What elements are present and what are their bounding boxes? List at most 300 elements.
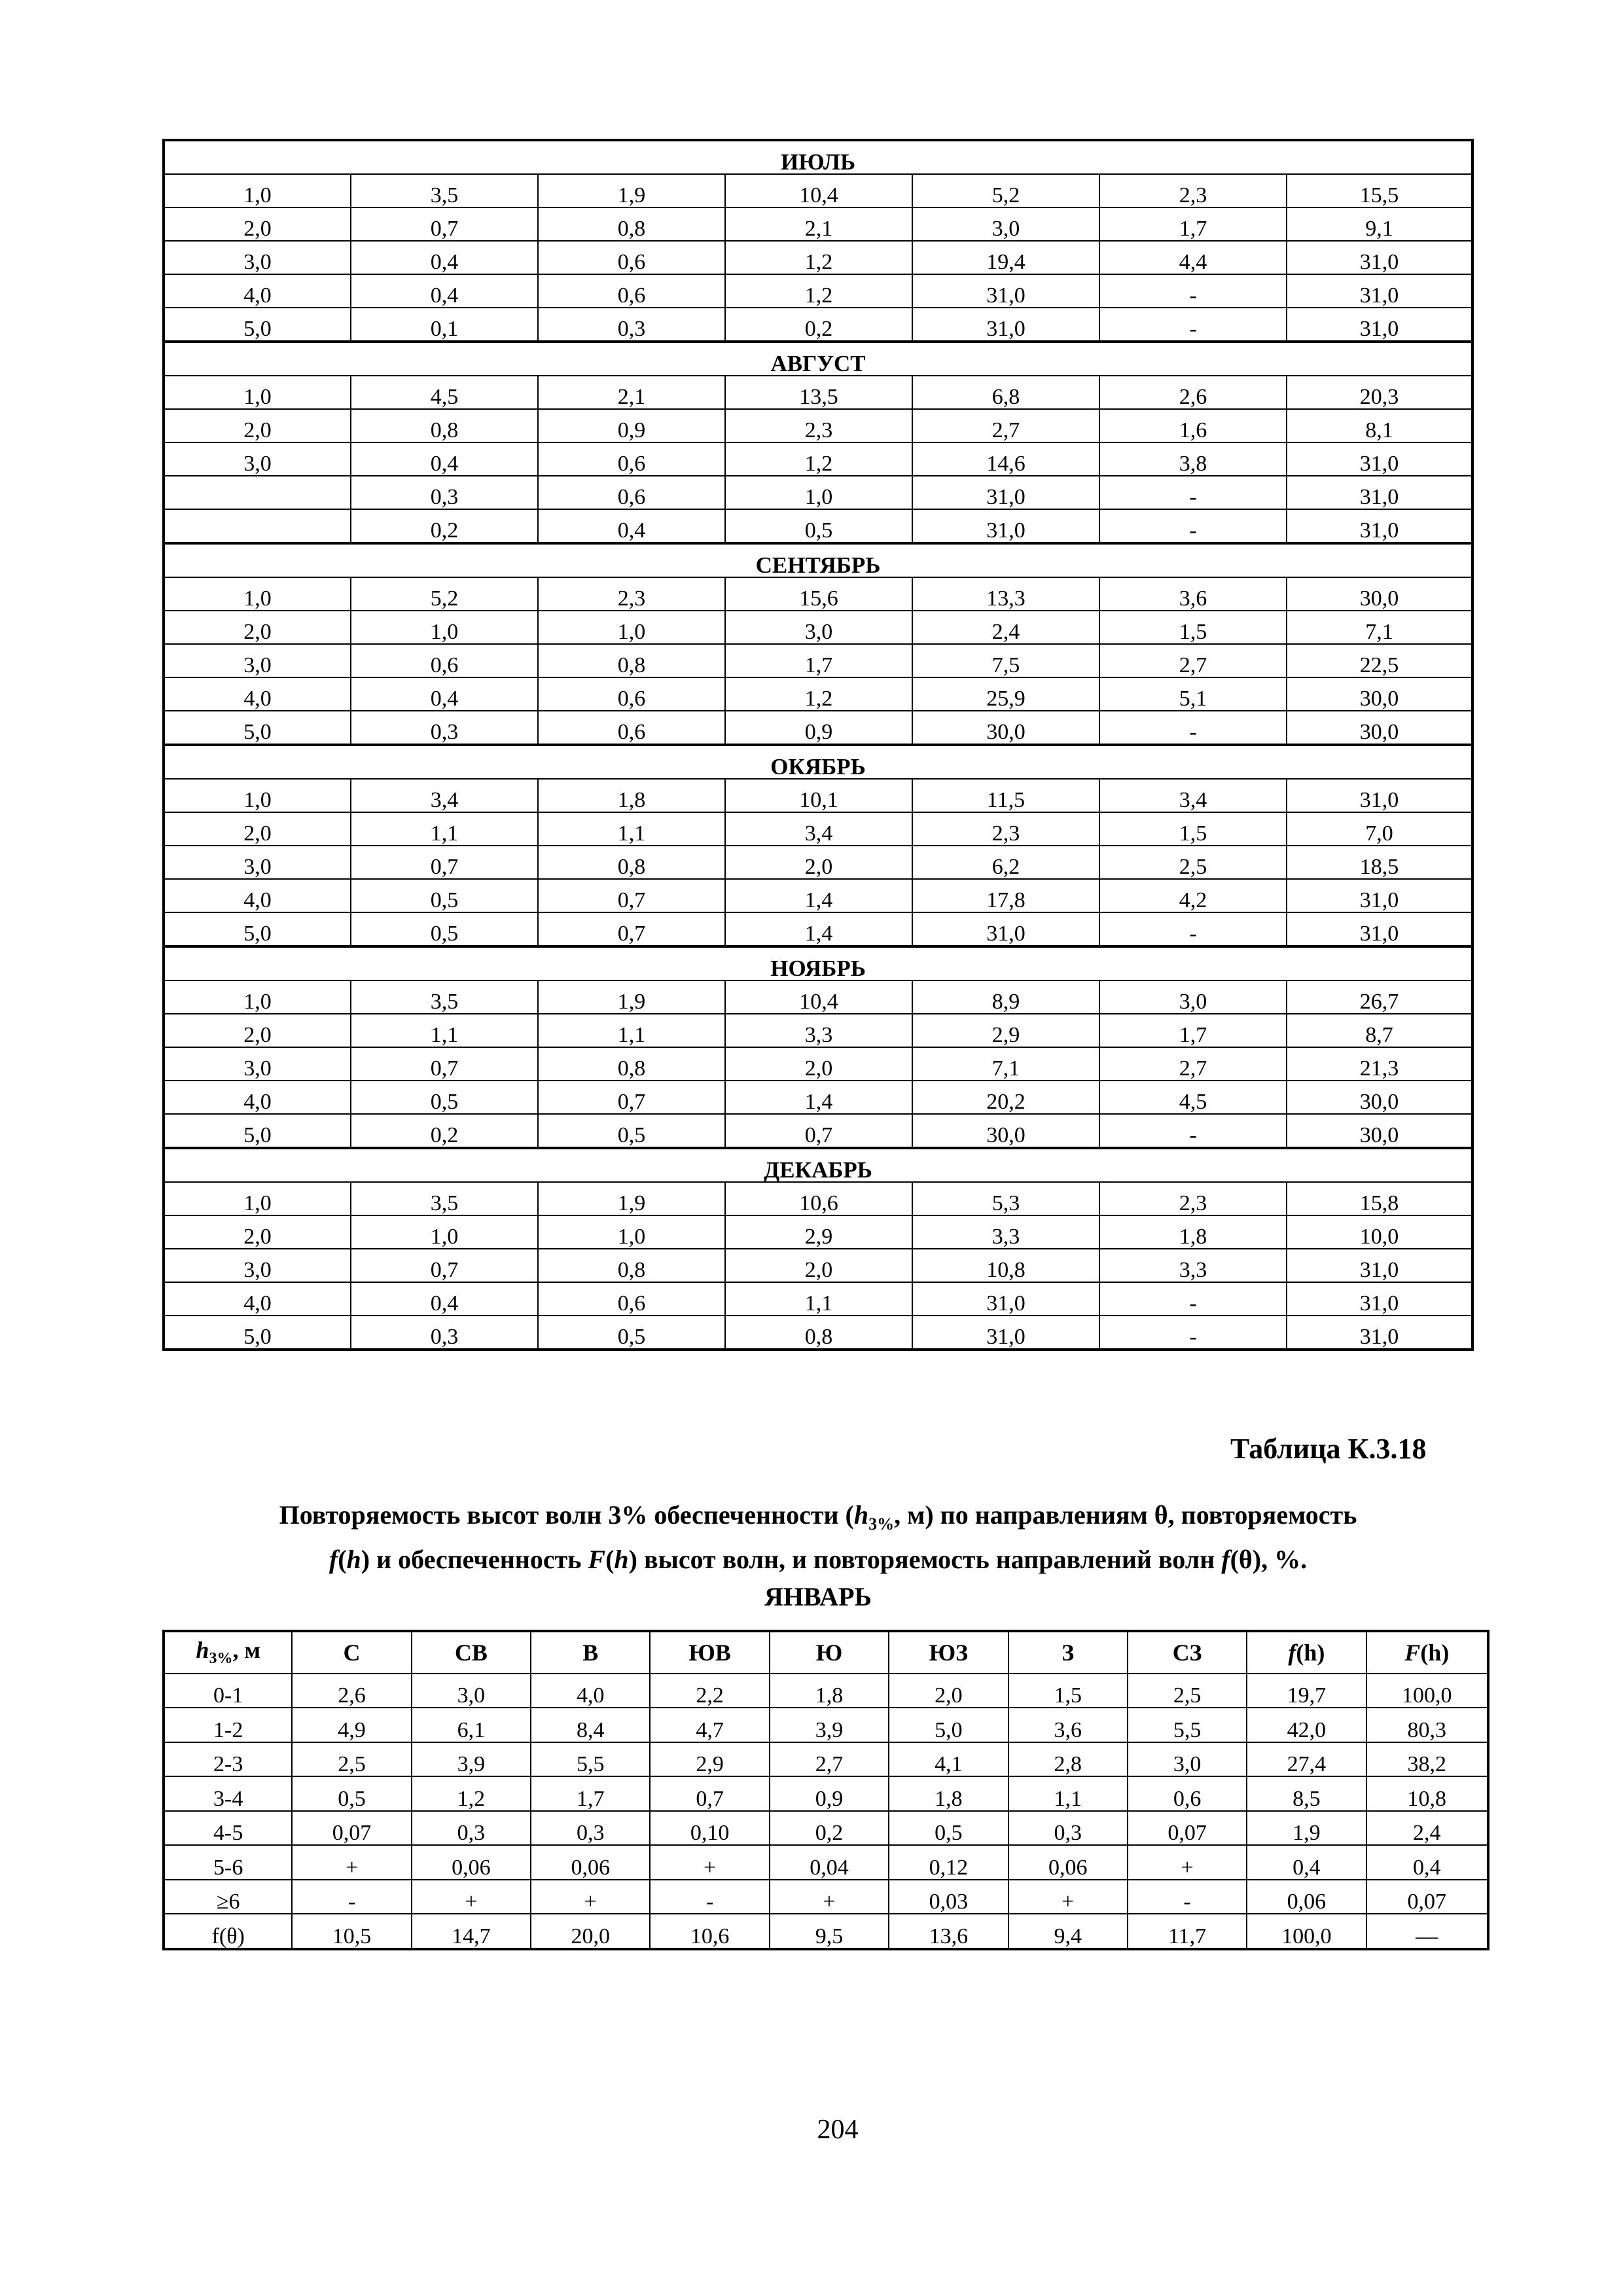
table-cell: 0,4: [351, 677, 538, 711]
table-cell: 0,06: [412, 1845, 531, 1879]
table-cell: 0,9: [538, 409, 725, 442]
table-cell: 2,3: [1099, 174, 1287, 207]
table-cell: 2,7: [912, 409, 1099, 442]
table-cell: 0,6: [538, 711, 725, 745]
table-cell: 0,5: [351, 912, 538, 946]
table-cell: 13,3: [912, 577, 1099, 611]
table-cell: 0,06: [1008, 1845, 1128, 1879]
table-cell: 1,9: [538, 174, 725, 207]
table-cell: 5,0: [164, 1316, 351, 1350]
month-name: АВГУСТ: [164, 342, 1472, 376]
table-cell: 2,0: [164, 812, 351, 846]
month-header-row: [164, 745, 1472, 779]
table-cell: 30,0: [912, 711, 1099, 745]
table-cell: +: [650, 1845, 769, 1879]
table-cell: 1,6: [1099, 409, 1287, 442]
table-cell: 3,3: [912, 1215, 1099, 1249]
table-cell: 5,1: [1099, 677, 1287, 711]
table-cell: 5,2: [351, 577, 538, 611]
table-cell: 1,5: [1099, 812, 1287, 846]
table-cell: 4,0: [531, 1674, 650, 1708]
table-row: [164, 1182, 1472, 1215]
table-cell: 1,0: [351, 1215, 538, 1249]
table-row: [164, 308, 1472, 342]
table-cell: 7,5: [912, 644, 1099, 677]
table-row: [164, 1880, 1488, 1914]
table-cell: 0,3: [351, 711, 538, 745]
month-header-row: [164, 1148, 1472, 1182]
table-cell: 2,5: [1099, 846, 1287, 879]
table-cell: 100,0: [1247, 1914, 1366, 1949]
table-cell: 0,04: [770, 1845, 889, 1879]
table-cell: 0,2: [770, 1811, 889, 1845]
table-cell: 13,6: [889, 1914, 1008, 1949]
table-cell: 9,5: [770, 1914, 889, 1949]
table-cell: 2,3: [725, 409, 912, 442]
table-row: [164, 1014, 1472, 1047]
table-cell: 4,7: [650, 1708, 769, 1742]
table-header-row: [164, 1631, 1488, 1674]
monthly-wave-table: [162, 139, 1474, 1351]
table-cell: +: [412, 1880, 531, 1914]
table-row: [164, 812, 1472, 846]
table-cell: 1,8: [538, 779, 725, 812]
table-cell: 4,5: [1099, 1081, 1287, 1114]
table-cell: [164, 476, 351, 509]
table-caption: [157, 1498, 1479, 1577]
table-cell: 0,6: [1128, 1776, 1247, 1810]
table-row: [164, 846, 1472, 879]
table-cell: 1,1: [725, 1282, 912, 1316]
table-cell: 2,1: [538, 376, 725, 409]
table-cell: 0,9: [770, 1776, 889, 1810]
table-cell: 5,5: [1128, 1708, 1247, 1742]
table-cell: 1,0: [164, 577, 351, 611]
table-cell: 2,0: [164, 1215, 351, 1249]
table-cell: 4,4: [1099, 241, 1287, 274]
table-cell: 20,3: [1287, 376, 1472, 409]
table-cell: 5,0: [164, 1114, 351, 1148]
table-cell: 0,7: [351, 1249, 538, 1282]
table-cell: 3,5: [351, 980, 538, 1014]
table-cell: 15,5: [1287, 174, 1472, 207]
table-cell: 31,0: [912, 476, 1099, 509]
table-cell: 5,3: [912, 1182, 1099, 1215]
table-cell: 0,6: [538, 476, 725, 509]
table-cell: 2,7: [770, 1742, 889, 1776]
table-cell: 6,8: [912, 376, 1099, 409]
table-cell: 3,0: [164, 442, 351, 476]
row-label: f(θ): [164, 1914, 292, 1949]
table-row: [164, 1047, 1472, 1081]
table-cell: 10,4: [725, 980, 912, 1014]
table-cell: 31,0: [912, 912, 1099, 946]
table-cell: 1,7: [1099, 207, 1287, 241]
month-header-row: [164, 946, 1472, 980]
header-direction: ЮВ: [650, 1631, 769, 1674]
table-cell: 1,2: [725, 241, 912, 274]
table-row: [164, 779, 1472, 812]
table-row: [164, 644, 1472, 677]
table-cell: 1,0: [164, 376, 351, 409]
month-header-row: [164, 543, 1472, 577]
table-cell: 31,0: [1287, 879, 1472, 912]
table-cell: 4,1: [889, 1742, 1008, 1776]
table-cell: 0,8: [351, 409, 538, 442]
table-cell: 0,7: [538, 1081, 725, 1114]
table-cell: 0,6: [538, 274, 725, 308]
table-cell: 0,4: [351, 1282, 538, 1316]
table-cell: 10,8: [1366, 1776, 1488, 1810]
table-cell: 18,5: [1287, 846, 1472, 879]
table-cell: 0,4: [538, 509, 725, 543]
table-cell: 31,0: [912, 509, 1099, 543]
table-cell: 0,5: [538, 1316, 725, 1350]
table-cell: 0,2: [351, 509, 538, 543]
header-direction: СВ: [412, 1631, 531, 1674]
table-cell: 0,6: [538, 677, 725, 711]
table-cell: 5,2: [912, 174, 1099, 207]
month-name: НОЯБРЬ: [164, 946, 1472, 980]
table-cell: 8,7: [1287, 1014, 1472, 1047]
table-row: [164, 1708, 1488, 1742]
table-row: [164, 1114, 1472, 1148]
table-cell: 31,0: [1287, 308, 1472, 342]
table-cell: 1,2: [725, 677, 912, 711]
table-cell: 3,8: [1099, 442, 1287, 476]
table-cell: 1,7: [725, 644, 912, 677]
table-cell: -: [650, 1880, 769, 1914]
table-cell: 2,3: [538, 577, 725, 611]
table-cell: +: [1008, 1880, 1128, 1914]
table-cell: 2,0: [164, 611, 351, 644]
table-cell: 10,8: [912, 1249, 1099, 1282]
table-cell: 10,0: [1287, 1215, 1472, 1249]
table-cell: 0,03: [889, 1880, 1008, 1914]
table-cell: 0,6: [538, 442, 725, 476]
table-cell: 31,0: [1287, 779, 1472, 812]
table-cell: 1,0: [164, 980, 351, 1014]
table-cell: 8,1: [1287, 409, 1472, 442]
table-cell: 2,0: [725, 1047, 912, 1081]
table-cell: 1,8: [889, 1776, 1008, 1810]
table-cell: 1,9: [1247, 1811, 1366, 1845]
table-cell: 6,2: [912, 846, 1099, 879]
table-cell: 14,6: [912, 442, 1099, 476]
table-cell: 3,0: [725, 611, 912, 644]
table-cell: 3,5: [351, 174, 538, 207]
table-cell: 6,1: [412, 1708, 531, 1742]
table-cell: 0,3: [412, 1811, 531, 1845]
table-cell: 2,6: [292, 1674, 411, 1708]
caption-line-2: f(h) и обеспеченность F(h) высот волн, и повторяемость направлений волн f(θ), %.: [329, 1545, 1308, 1574]
table-cell: 2,9: [650, 1742, 769, 1776]
table-cell: 2,0: [725, 1249, 912, 1282]
table-cell: 4,5: [351, 376, 538, 409]
table-cell: 5,0: [164, 711, 351, 745]
table-cell: 0,4: [351, 274, 538, 308]
table-cell: 0,4: [1247, 1845, 1366, 1879]
table-cell: 1,5: [1099, 611, 1287, 644]
table-cell: 5,0: [889, 1708, 1008, 1742]
table-cell: 0,12: [889, 1845, 1008, 1879]
table-cell: 2,6: [1099, 376, 1287, 409]
table-cell: [164, 509, 351, 543]
header-direction: Ю: [770, 1631, 889, 1674]
page-number: 204: [817, 2115, 859, 2145]
table-cell: 0,7: [538, 912, 725, 946]
table-cell: 0,6: [538, 1282, 725, 1316]
table-cell: 80,3: [1366, 1708, 1488, 1742]
table-cell: 0,7: [351, 846, 538, 879]
table-cell: 31,0: [1287, 1316, 1472, 1350]
table-cell: 20,0: [531, 1914, 650, 1949]
row-label: 5-6: [164, 1845, 292, 1879]
table-cell: 0,3: [351, 476, 538, 509]
table-row: [164, 980, 1472, 1014]
table-row: [164, 274, 1472, 308]
row-label: 0-1: [164, 1674, 292, 1708]
table-cell: 1,0: [164, 174, 351, 207]
table-cell: 30,0: [1287, 577, 1472, 611]
table-cell: 8,5: [1247, 1776, 1366, 1810]
table-cell: 1,4: [725, 879, 912, 912]
table-cell: 3,6: [1008, 1708, 1128, 1742]
table-cell: 13,5: [725, 376, 912, 409]
table-cell: 0,4: [1366, 1845, 1488, 1879]
table-cell: 20,2: [912, 1081, 1099, 1114]
table-cell: 0,8: [538, 1047, 725, 1081]
table-cell: -: [1099, 274, 1287, 308]
table-cell: 7,1: [912, 1047, 1099, 1081]
table-cell: 3,6: [1099, 577, 1287, 611]
table-cell: 0,06: [1247, 1880, 1366, 1914]
table-cell: 10,6: [650, 1914, 769, 1949]
table-row: [164, 677, 1472, 711]
table-cell: 0,8: [538, 846, 725, 879]
table-cell: 31,0: [1287, 912, 1472, 946]
table-cell: 1,1: [538, 1014, 725, 1047]
table-cell: 19,4: [912, 241, 1099, 274]
table-cell: -: [1099, 308, 1287, 342]
table-row: [164, 611, 1472, 644]
table-cell: -: [292, 1880, 411, 1914]
table-cell: 15,8: [1287, 1182, 1472, 1215]
table-cell: 0,7: [725, 1114, 912, 1148]
table-row: [164, 476, 1472, 509]
table-cell: 4,0: [164, 1282, 351, 1316]
table-cell: 2,3: [912, 812, 1099, 846]
table-cell: 0,3: [531, 1811, 650, 1845]
table-cell: 30,0: [1287, 1081, 1472, 1114]
table-cell: 0,7: [538, 879, 725, 912]
table-cell: 1,1: [1008, 1776, 1128, 1810]
table-cell: 2,8: [1008, 1742, 1128, 1776]
table-cell: 10,4: [725, 174, 912, 207]
january-wave-table: [162, 1630, 1489, 1950]
table-cell: 0,6: [538, 241, 725, 274]
row-label: 1-2: [164, 1708, 292, 1742]
table-cell: —: [1366, 1914, 1488, 1949]
table-cell: 17,8: [912, 879, 1099, 912]
table-cell: -: [1099, 912, 1287, 946]
table-cell: 0,4: [351, 442, 538, 476]
table-cell: 0,5: [889, 1811, 1008, 1845]
table-cell: 11,7: [1128, 1914, 1247, 1949]
table-cell: -: [1099, 476, 1287, 509]
table-cell: 3,0: [164, 846, 351, 879]
header-direction: З: [1008, 1631, 1128, 1674]
table-row: [164, 1914, 1488, 1949]
table-cell: 0,8: [538, 644, 725, 677]
table-cell: 4,0: [164, 274, 351, 308]
table-cell: 2,3: [1099, 1182, 1287, 1215]
table-cell: 0,5: [725, 509, 912, 543]
header-direction: ЮЗ: [889, 1631, 1008, 1674]
table-cell: 1,1: [351, 812, 538, 846]
table-cell: 4,0: [164, 879, 351, 912]
table-cell: 3,0: [164, 644, 351, 677]
row-label: 2-3: [164, 1742, 292, 1776]
table-cell: 2,1: [725, 207, 912, 241]
table-cell: +: [1128, 1845, 1247, 1879]
table-cell: 3,0: [1128, 1742, 1247, 1776]
table-cell: 2,9: [912, 1014, 1099, 1047]
table-cell: 3,9: [770, 1708, 889, 1742]
header-direction: С: [292, 1631, 411, 1674]
table-cell: 0,07: [1128, 1811, 1247, 1845]
month-name: СЕНТЯБРЬ: [164, 543, 1472, 577]
table-cell: 0,8: [725, 1316, 912, 1350]
table-row: [164, 711, 1472, 745]
table-cell: 2,9: [725, 1215, 912, 1249]
table-cell: 2,0: [164, 207, 351, 241]
table-cell: 3,9: [412, 1742, 531, 1776]
table-cell: 42,0: [1247, 1708, 1366, 1742]
table-cell: +: [292, 1845, 411, 1879]
table-cell: 4,9: [292, 1708, 411, 1742]
table-cell: 1,1: [351, 1014, 538, 1047]
month-name: ДЕКАБРЬ: [164, 1148, 1472, 1182]
table-cell: 0,3: [538, 308, 725, 342]
caption-line-1: Повторяемость высот волн 3% обеспеченности ($h_{3\%}$, м) по направлениям θ, повторяемость: [279, 1500, 1357, 1534]
table-cell: 1,8: [770, 1674, 889, 1708]
table-cell: 2,0: [725, 846, 912, 879]
table-cell: 0,5: [351, 879, 538, 912]
table-cell: 0,7: [650, 1776, 769, 1810]
table-row: [164, 1742, 1488, 1776]
table-cell: 31,0: [1287, 509, 1472, 543]
table-cell: 0,5: [351, 1081, 538, 1114]
table-cell: 2,5: [292, 1742, 411, 1776]
table-cell: 19,7: [1247, 1674, 1366, 1708]
table-row: [164, 1316, 1472, 1350]
header-direction: В: [531, 1631, 650, 1674]
table-cell: 3,4: [1099, 779, 1287, 812]
month-name: ИЮЛЬ: [164, 140, 1472, 174]
table-cell: 31,0: [912, 308, 1099, 342]
table-number: Таблица К.3.18: [1230, 1433, 1427, 1465]
table-cell: 1,0: [725, 476, 912, 509]
table-row: [164, 376, 1472, 409]
table-cell: 3,0: [412, 1674, 531, 1708]
table-cell: 0,07: [1366, 1880, 1488, 1914]
row-label: 3-4: [164, 1776, 292, 1810]
table-cell: 3,0: [912, 207, 1099, 241]
table-cell: 0,5: [538, 1114, 725, 1148]
table-cell: -: [1099, 711, 1287, 745]
table-cell: 38,2: [1366, 1742, 1488, 1776]
table-cell: 31,0: [912, 274, 1099, 308]
table-cell: 4,0: [164, 1081, 351, 1114]
table-cell: 31,0: [1287, 274, 1472, 308]
table-cell: 27,4: [1247, 1742, 1366, 1776]
table-row: [164, 1215, 1472, 1249]
table-cell: 2,2: [650, 1674, 769, 1708]
month-header-row: [164, 342, 1472, 376]
table-cell: -: [1128, 1880, 1247, 1914]
table-cell: 0,10: [650, 1811, 769, 1845]
table-cell: 1,2: [725, 274, 912, 308]
table-cell: 2,0: [164, 1014, 351, 1047]
table-cell: 30,0: [912, 1114, 1099, 1148]
table-cell: 0,2: [725, 308, 912, 342]
table-row: [164, 207, 1472, 241]
table-cell: 0,5: [292, 1776, 411, 1810]
table-cell: 2,0: [889, 1674, 1008, 1708]
table-row: [164, 1845, 1488, 1879]
table-cell: 10,5: [292, 1914, 411, 1949]
table-cell: 1,0: [538, 1215, 725, 1249]
table-row: [164, 1674, 1488, 1708]
table-cell: 30,0: [1287, 1114, 1472, 1148]
table-row: [164, 879, 1472, 912]
table-cell: 1,8: [1099, 1215, 1287, 1249]
table-row: [164, 1282, 1472, 1316]
table-row: [164, 1249, 1472, 1282]
table-cell: 4,0: [164, 677, 351, 711]
table-cell: 21,3: [1287, 1047, 1472, 1081]
table-cell: 31,0: [1287, 442, 1472, 476]
table-cell: 100,0: [1366, 1674, 1488, 1708]
january-title: ЯНВАРЬ: [764, 1582, 872, 1611]
table-cell: 5,0: [164, 308, 351, 342]
month-name: ОКЯБРЬ: [164, 745, 1472, 779]
table-cell: 1,2: [412, 1776, 531, 1810]
table-cell: 10,6: [725, 1182, 912, 1215]
table-cell: 1,0: [538, 611, 725, 644]
table-row: [164, 1776, 1488, 1810]
table-cell: 31,0: [1287, 241, 1472, 274]
table-cell: 1,0: [164, 1182, 351, 1215]
table-cell: 30,0: [1287, 711, 1472, 745]
table-cell: 7,1: [1287, 611, 1472, 644]
table-cell: +: [531, 1880, 650, 1914]
table-cell: 0,2: [351, 1114, 538, 1148]
table-cell: +: [770, 1880, 889, 1914]
row-label: 4-5: [164, 1811, 292, 1845]
table-cell: 5,0: [164, 912, 351, 946]
table-cell: 2,7: [1099, 644, 1287, 677]
table-row: [164, 174, 1472, 207]
table-cell: 3,4: [351, 779, 538, 812]
table-cell: 31,0: [912, 1316, 1099, 1350]
month-header-row: [164, 140, 1472, 174]
table-cell: 31,0: [1287, 1249, 1472, 1282]
header-direction: СЗ: [1128, 1631, 1247, 1674]
table-cell: 0,07: [292, 1811, 411, 1845]
table-row: [164, 912, 1472, 946]
